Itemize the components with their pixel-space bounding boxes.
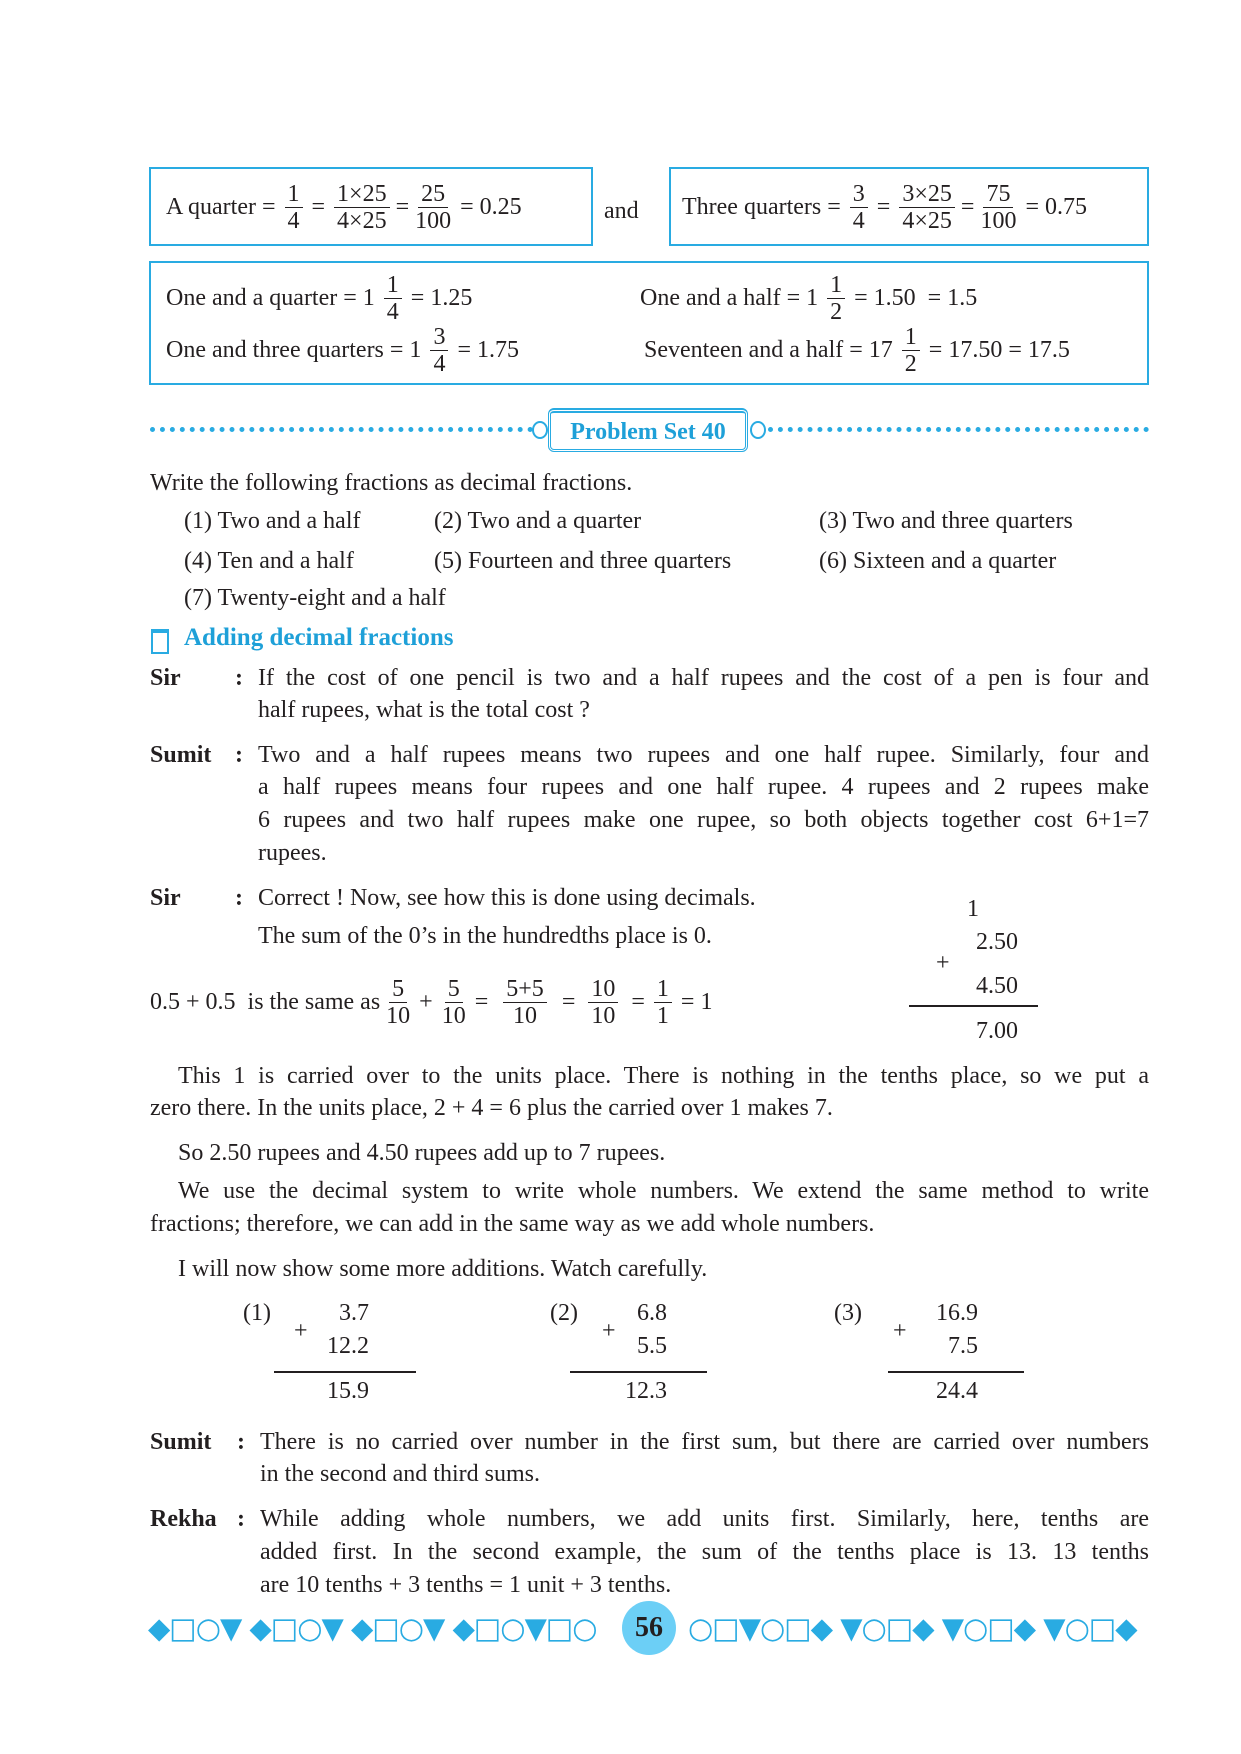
ring-ornament: [750, 421, 766, 439]
paragraph-line: We use the decimal system to write whole numbers. We extend the same method to write: [178, 1178, 1149, 1204]
equals: =: [311, 193, 326, 220]
problem-instruction: Write the following fractions as decimal fractions.: [150, 470, 633, 496]
addend: 2.50: [976, 929, 1018, 955]
dialog-line: are 10 tenths + 3 tenths = 1 unit + 3 tenths.: [260, 1572, 672, 1598]
problem-item: (6) Sixteen and a quarter: [819, 548, 1057, 574]
carry-digit: 1: [967, 896, 979, 922]
and-label: and: [604, 198, 639, 224]
example-label: (3): [834, 1300, 862, 1326]
equals: =: [561, 988, 576, 1015]
label: One and three quarters = 1: [166, 336, 422, 363]
addend: 4.50: [976, 973, 1018, 999]
plus-sign: +: [602, 1318, 616, 1344]
problem-item: (1) Two and a half: [184, 508, 361, 534]
sum: 7.00: [976, 1018, 1018, 1044]
problem-item: (4) Ten and a half: [184, 548, 354, 574]
problem-item: (5) Fourteen and three quarters: [434, 548, 732, 574]
numerator: 5+5: [503, 976, 547, 1003]
denominator: 100: [415, 207, 452, 234]
addend: 5.5: [637, 1333, 667, 1359]
section-bullet-icon: [151, 629, 169, 654]
speaker-colon: :: [237, 1429, 245, 1455]
denominator: 4×25: [337, 207, 387, 234]
equation-text: 0.5 + 0.5 is the same as: [150, 988, 381, 1015]
denominator: 1: [656, 1002, 669, 1029]
numerator: 1: [384, 272, 402, 299]
quarter-definition-box: [149, 167, 593, 246]
fraction: [902, 324, 920, 377]
speaker-colon: :: [235, 742, 243, 768]
dialog-line: a half rupees means four rupees and one half rupee. 4 rupees and 2 rupees make: [258, 774, 1149, 800]
fraction: [980, 181, 1016, 234]
fraction: [386, 976, 410, 1029]
numerator: 3: [430, 324, 448, 351]
addend: 3.7: [339, 1300, 369, 1326]
numerator: 1×25: [334, 181, 390, 208]
mixed-row: [163, 271, 475, 325]
numerator: 25: [418, 181, 448, 208]
fraction: [430, 324, 448, 377]
fraction: [334, 181, 390, 234]
paragraph-line: I will now show some more additions. Watch carefully.: [178, 1256, 708, 1282]
label: A quarter =: [166, 193, 276, 220]
denominator: 10: [441, 1002, 466, 1029]
label: Seventeen and a half = 17: [644, 336, 893, 363]
denominator: 2: [904, 350, 917, 377]
fraction: [654, 976, 672, 1029]
denominator: 10: [386, 1002, 411, 1029]
example-label: (1): [243, 1300, 271, 1326]
dialog-line: Correct ! Now, see how this is done using decimals.: [258, 885, 756, 911]
speaker-name: Sir: [150, 665, 181, 691]
sum: 12.3: [625, 1378, 667, 1404]
example-label: (2): [550, 1300, 578, 1326]
dialog-line: There is no carried over number in the first sum, but there are carried over numbers: [260, 1429, 1149, 1455]
fraction: [442, 976, 466, 1029]
problem-item: (3) Two and three quarters: [819, 508, 1073, 534]
three-quarters-definition-box: [669, 167, 1149, 246]
speaker-name: Sumit: [150, 742, 212, 768]
numerator: 10: [588, 976, 618, 1003]
speaker-colon: :: [235, 665, 243, 691]
sum-line: [570, 1371, 707, 1373]
fraction: [384, 272, 402, 325]
speaker-name: Rekha: [150, 1506, 217, 1532]
fraction: [503, 976, 547, 1029]
sum: 24.4: [936, 1378, 978, 1404]
label: Three quarters =: [682, 193, 841, 220]
equals: =: [474, 988, 489, 1015]
numerator: 75: [983, 181, 1013, 208]
equals: =: [395, 193, 410, 220]
numerator: 1: [285, 181, 303, 208]
mixed-row: [163, 323, 522, 377]
equals: =: [960, 193, 975, 220]
equals: =: [876, 193, 891, 220]
denominator: 10: [591, 1002, 616, 1029]
paragraph-line: This 1 is carried over to the units place. There is nothing in the tenths place, so we put a: [178, 1063, 1149, 1089]
fraction: [588, 976, 618, 1029]
fraction: [415, 181, 451, 234]
numerator: 3×25: [899, 181, 955, 208]
dialog-line: rupees.: [258, 840, 327, 866]
paragraph-line: fractions; therefore, we can add in the same way as we add whole numbers.: [150, 1211, 875, 1237]
section-heading: Adding decimal fractions: [184, 624, 454, 651]
result: = 1.50 = 1.5: [854, 284, 978, 311]
numerator: 1: [827, 272, 845, 299]
footer-ornament-right: ○□▼○□◆ ▼○□◆ ▼○□◆ ▼○□◆: [688, 1611, 1137, 1645]
dotted-divider-right: [768, 427, 1149, 432]
fraction: [285, 181, 303, 234]
problem-set-title: Problem Set 40: [548, 408, 748, 452]
paragraph-line: zero there. In the units place, 2 + 4 = 6 plus the carried over 1 makes 7.: [150, 1095, 833, 1121]
fraction: [827, 272, 845, 325]
sum-line: [274, 1371, 416, 1373]
plus: +: [419, 988, 433, 1015]
dialog-line: 6 rupees and two half rupees make one rupee, so both objects together cost 6+1=7: [258, 807, 1149, 833]
sum-line: [909, 1005, 1038, 1007]
dialog-line: If the cost of one pencil is two and a half rupees and the cost of a pen is four and: [258, 665, 1149, 691]
denominator: 2: [830, 298, 843, 325]
dotted-divider-left: [150, 427, 533, 432]
problem-item: (2) Two and a quarter: [434, 508, 642, 534]
result: = 0.25: [460, 193, 522, 220]
numerator: 5: [445, 976, 463, 1003]
label: One and a half = 1: [640, 284, 819, 311]
addend: 12.2: [327, 1333, 369, 1359]
mixed-row: [641, 323, 1073, 377]
equals: =: [631, 988, 645, 1015]
fraction: [899, 181, 955, 234]
result: = 1.75: [457, 336, 519, 363]
denominator: 100: [980, 207, 1017, 234]
ring-ornament: [532, 421, 548, 439]
denominator: 4×25: [902, 207, 952, 234]
numerator: 1: [902, 324, 920, 351]
dialog-line: While adding whole numbers, we add units first. Similarly, here, tenths are: [260, 1506, 1149, 1532]
numerator: 3: [850, 181, 868, 208]
sum-line: [888, 1371, 1024, 1373]
page-number-badge: 56: [622, 1601, 676, 1655]
speaker-name: Sir: [150, 885, 181, 911]
numerator: 1: [654, 976, 672, 1003]
dialog-line: Two and a half rupees means two rupees and one half rupee. Similarly, four and: [258, 742, 1149, 768]
paragraph-line: So 2.50 rupees and 4.50 rupees add up to 7 rupees.: [178, 1140, 666, 1166]
speaker-colon: :: [237, 1506, 245, 1532]
denominator: 4: [852, 207, 865, 234]
label: One and a quarter = 1: [166, 284, 375, 311]
plus-sign: +: [936, 950, 950, 976]
dialog-line: in the second and third sums.: [260, 1461, 540, 1487]
result: = 1.25: [410, 284, 473, 311]
dialog-line: half rupees, what is the total cost ?: [258, 697, 590, 723]
result: = 1: [680, 988, 713, 1015]
mixed-row: [637, 271, 980, 325]
mixed-numbers-box: [149, 261, 1149, 385]
numerator: 5: [389, 976, 407, 1003]
result: = 0.75: [1025, 193, 1087, 220]
addend: 16.9: [936, 1300, 978, 1326]
dialog-line: The sum of the 0’s in the hundredths place is 0.: [258, 923, 712, 949]
denominator: 4: [386, 298, 399, 325]
footer-ornament-left: ◆□○▼ ◆□○▼ ◆□○▼ ◆□○▼□○: [148, 1611, 597, 1645]
denominator: 10: [513, 1002, 538, 1029]
addend: 7.5: [948, 1333, 978, 1359]
addend: 6.8: [637, 1300, 667, 1326]
denominator: 4: [433, 350, 446, 377]
plus-sign: +: [294, 1318, 308, 1344]
dialog-line: added first. In the second example, the sum of the tenths place is 13. 13 tenths: [260, 1539, 1149, 1565]
result: = 17.50 = 17.5: [928, 336, 1070, 363]
half-sum-equation: [150, 972, 715, 1032]
plus-sign: +: [893, 1318, 907, 1344]
speaker-name: Sumit: [150, 1429, 212, 1455]
denominator: 4: [287, 207, 300, 234]
fraction: [850, 181, 868, 234]
problem-item: (7) Twenty-eight and a half: [184, 585, 446, 611]
speaker-colon: :: [235, 885, 243, 911]
sum: 15.9: [327, 1378, 369, 1404]
